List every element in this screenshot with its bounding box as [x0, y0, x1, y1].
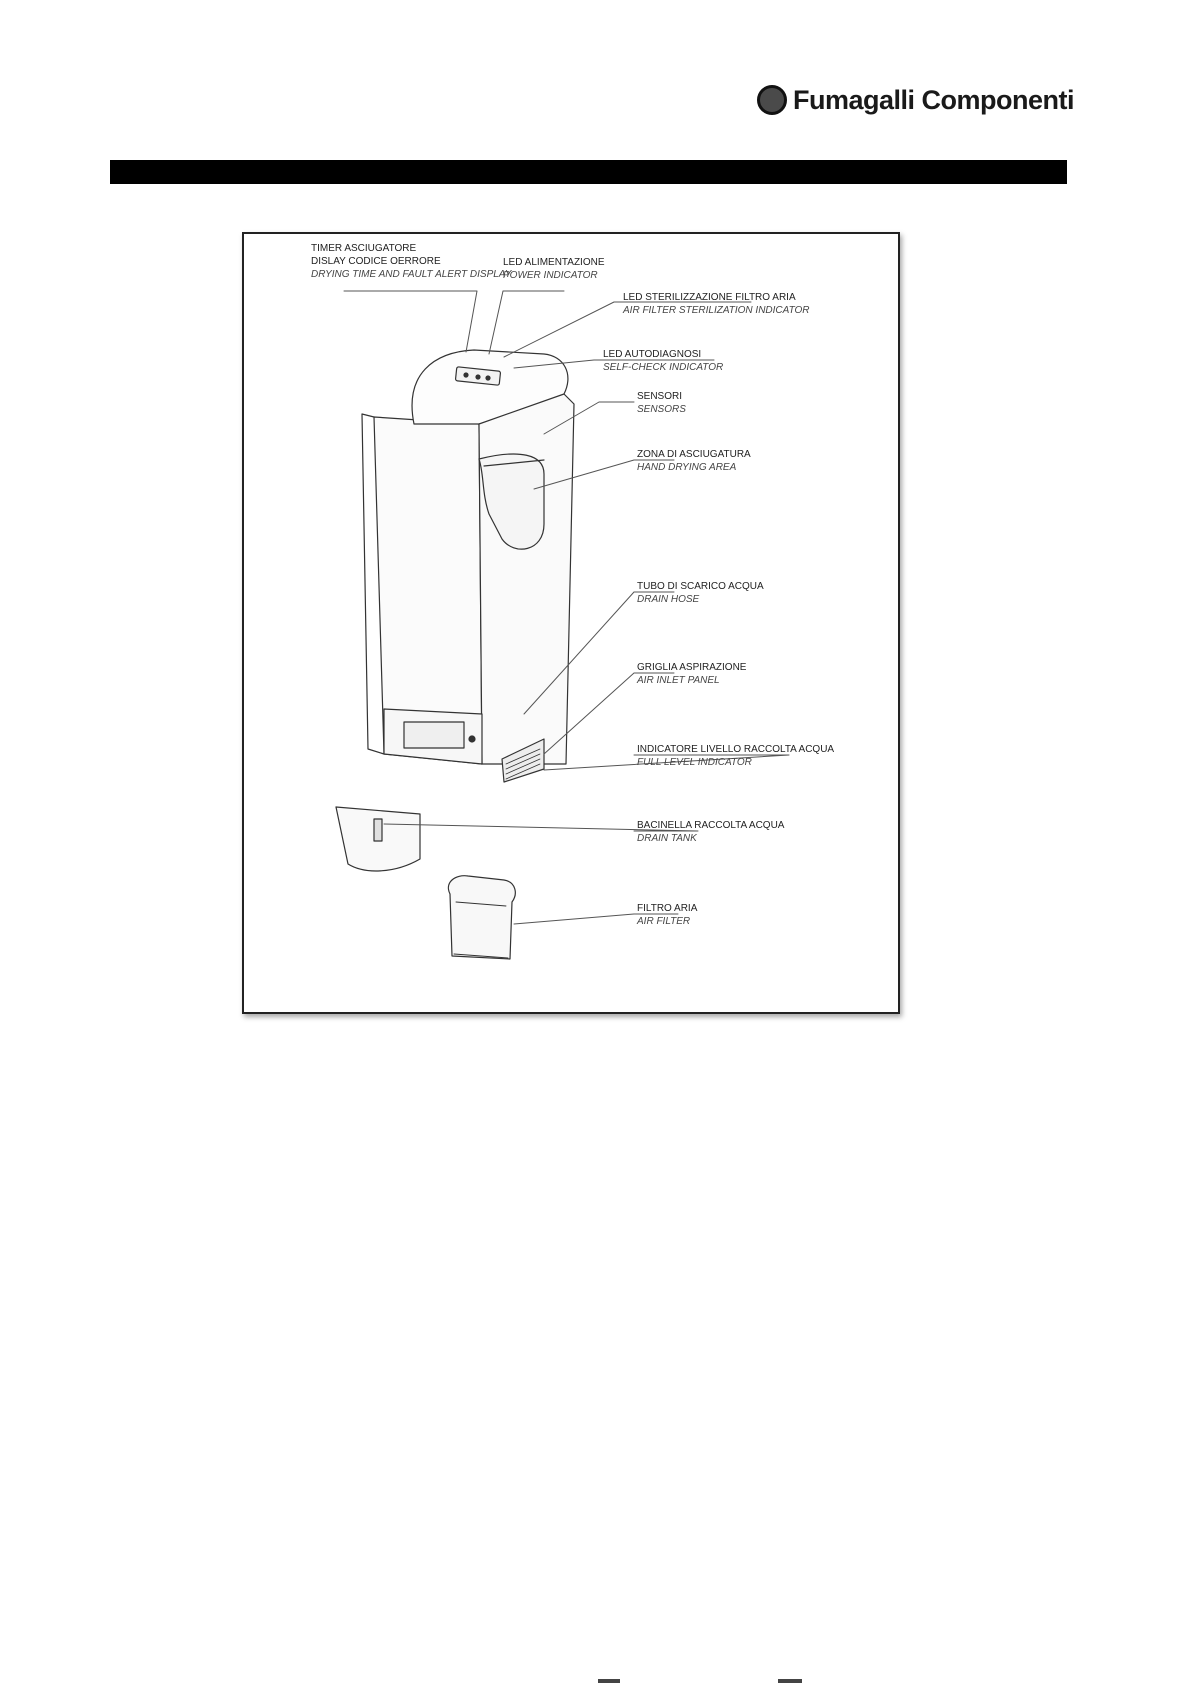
callout-air-inlet-panel [637, 661, 746, 687]
callout-label-en: DRYING TIME AND FAULT ALERT DISPLAY [311, 269, 512, 280]
callout-air-filter-sterilization [623, 291, 810, 317]
footer-mark [598, 1679, 620, 1683]
callout-label-it: ZONA DI ASCIUGATURA [637, 449, 751, 460]
callout-label-en: AIR INLET PANEL [637, 675, 720, 686]
callout-label-it: FILTRO ARIA [637, 903, 698, 914]
callout-label-it: TIMER ASCIUGATORE [311, 243, 417, 254]
callout-full-level-indicator [637, 743, 834, 769]
callout-label-en: AIR FILTER STERILIZATION INDICATOR [623, 305, 810, 316]
hand-dryer-illustration [244, 234, 902, 1016]
callout-label-en: SELF-CHECK INDICATOR [603, 362, 724, 373]
callout-label-en: DRAIN HOSE [637, 594, 700, 605]
footer-mark [778, 1679, 802, 1683]
callout-label-en: DRAIN TANK [637, 833, 697, 844]
callout-label-en: FULL LEVEL INDICATOR [637, 757, 752, 768]
callout-label-it: DISLAY CODICE OERRORE [311, 256, 441, 267]
callout-label-it: BACINELLA RACCOLTA ACQUA [637, 820, 785, 831]
brand-name: Fumagalli Componenti [793, 84, 1075, 115]
callout-drain-hose [637, 580, 764, 606]
callout-power-indicator [503, 256, 605, 282]
callout-label-en: SENSORS [637, 404, 686, 415]
air-filter [448, 876, 515, 959]
callout-hand-drying-area [637, 448, 751, 474]
callout-drain-tank [637, 819, 784, 845]
dryer-side-body [479, 394, 574, 764]
callout-label-it: GRIGLIA ASPIRAZIONE [637, 662, 747, 673]
callout-drying-time-display [311, 242, 511, 281]
callout-label-it: LED AUTODIAGNOSI [603, 349, 702, 360]
callout-sensors [637, 390, 686, 416]
callout-label-it: SENSORI [637, 391, 683, 402]
brand-logo-icon [757, 85, 787, 115]
callout-label-it: TUBO DI SCARICO ACQUA [637, 581, 764, 592]
callout-air-filter [637, 902, 697, 928]
callout-label-en: POWER INDICATOR [503, 270, 598, 281]
callout-label-it: LED STERILIZZAZIONE FILTRO ARIA [623, 292, 796, 303]
callout-label-en: AIR FILTER [637, 916, 691, 927]
callout-label-it: INDICATORE LIVELLO RACCOLTA ACQUA [637, 744, 835, 755]
callout-self-check-indicator [603, 348, 723, 374]
section-header-bar [110, 160, 1067, 184]
hand-dryer-diagram [242, 232, 900, 1014]
callout-label-it: LED ALIMENTAZIONE [503, 257, 605, 268]
brand-logo [757, 84, 1077, 116]
callout-label-en: HAND DRYING AREA [637, 462, 737, 473]
